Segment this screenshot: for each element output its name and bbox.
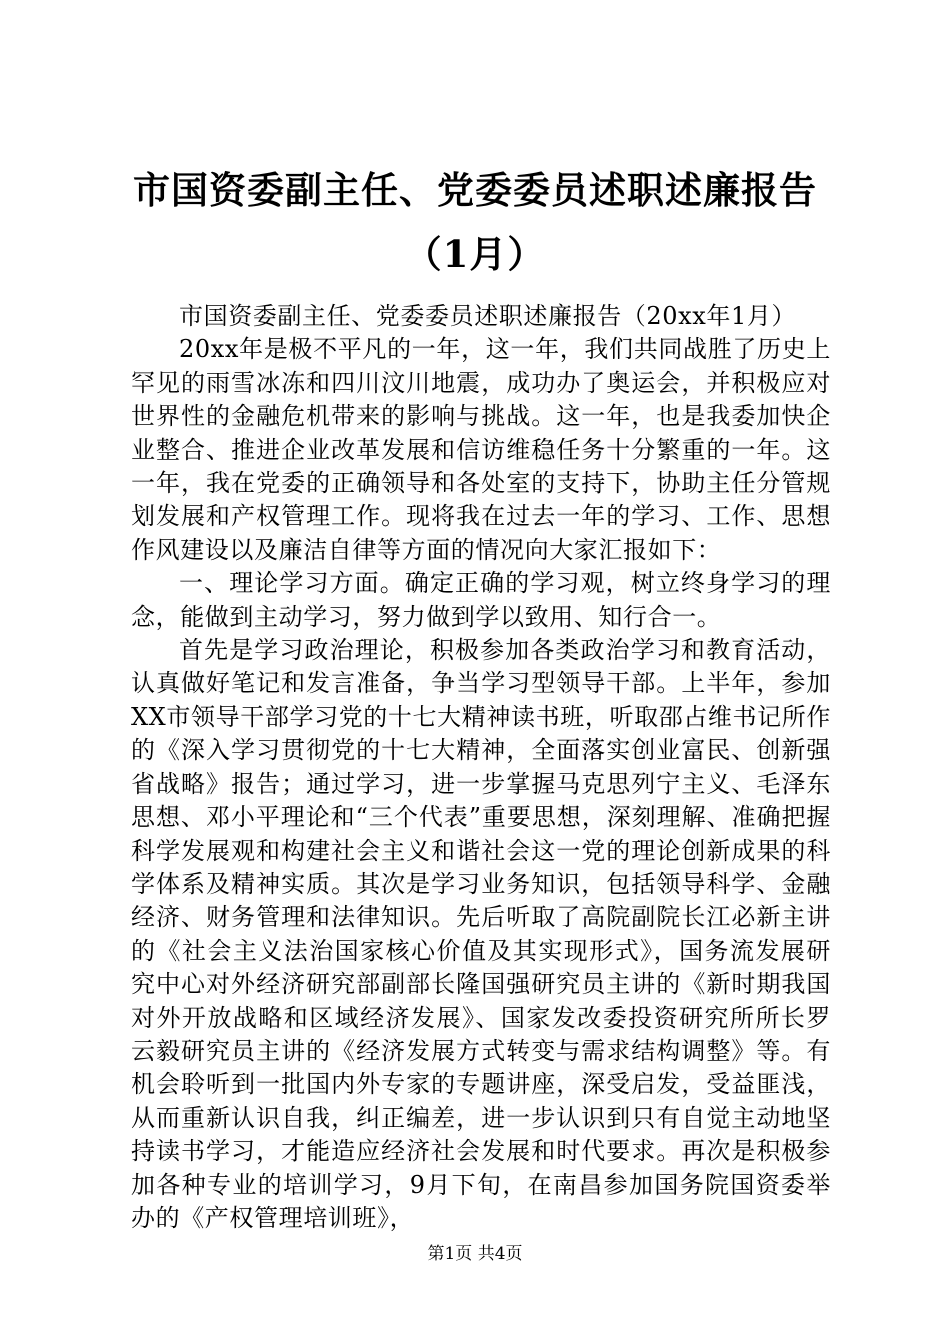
intro-paragraph: 20xx年是极不平凡的一年，这一年，我们共同战胜了历史上罕见的雨雪冰冻和四川汶川地震，成功办了奥运会，并积极应对世界性的金融危机带来的影响与挑战。这一年，也是我委加快企业整合、推进企业改革发展和信访维稳任务十分繁重的一年。这一年，我在党委的正确领导和各处室的支持下，协助主任分管规划发展和产权管理工作。现将我在过去一年的学习、工作、思想作风建设以及廉洁自律等方面的情况向大家汇报如下： [131, 335, 831, 564]
study-paragraph: 首先是学习政治理论，积极参加各类政治学习和教育活动，认真做好笔记和发言准备，争当学习型领导干部。上半年，参加XX市领导干部学习党的十七大精神读书班，听取邵占维书记所作的《深入学习贯彻党的十七大精神，全面落实创业富民、创新强省战略》报告；通过学习，进一步掌握马克思列宁主义、毛泽东思想、邓小平理论和“三个代表”重要思想，深刻理解、准确把握科学发展观和构建社会主义和谐社会这一党的理论创新成果的科学体系及精神实质。其次是学习业务知识，包括领导科学、金融经济、财务管理和法律知识。先后听取了高院副院长江必新主讲的《社会主义法治国家核心价值及其实现形式》，国务流发展研究中心对外经济研究部副部长隆国强研究员主讲的《新时期我国对外开放战略和区域经济发展》、国家发改委投资研究所所长罗云毅研究员主讲的《经济发展方式转变与需求结构调整》等。有机会聆听到一批国内外专家的专题讲座，深受启发，受益匪浅，从而重新认识自我，纠正编差，进一步认识到只有自觉主动地坚持读书学习，才能造应经济社会发展和时代要求。再次是积极参加各种专业的培训学习，9月下旬，在南昌参加国务院国资委举办的《产权管理培训班》， [131, 636, 831, 1232]
page-number-footer: 第1页 共4页 [427, 1244, 523, 1264]
document-body [131, 300, 831, 1235]
subtitle-paragraph: 市国资委副主任、党委委员述职述廉报告（20xx年1月） [179, 302, 797, 330]
page-title: 市国资委副主任、党委委员述职述廉报告（1月） [133, 168, 817, 276]
section-heading-paragraph: 一、理论学习方面。确定正确的学习观，树立终身学习的理念，能做到主动学习，努力做到学以致用、知行合一。 [131, 569, 831, 631]
